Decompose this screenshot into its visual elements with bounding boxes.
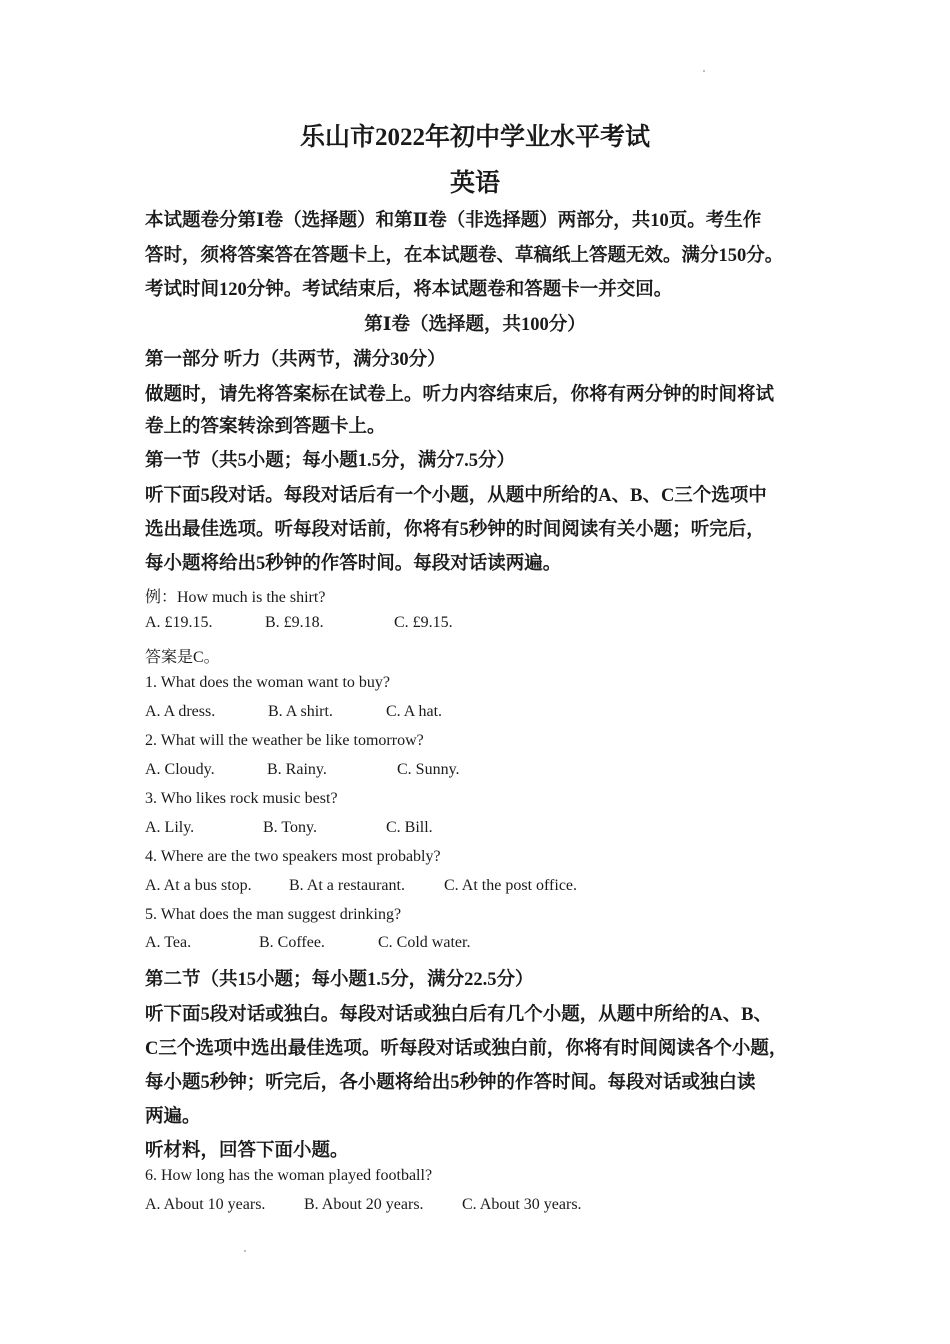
volume-heading: 第Ⅰ卷（选择题，共100分） bbox=[364, 315, 586, 335]
example-option-c: C. £9.15. bbox=[394, 614, 453, 631]
section2-instruction: 听下面5段对话或独白。每段对话或独白后有几个小题，从题中所给的A、B、 bbox=[145, 1005, 772, 1025]
example-option-b: B. £9.18. bbox=[265, 614, 324, 631]
q2-option-a: A. Cloudy. bbox=[145, 761, 215, 778]
section1-instruction: 选出最佳选项。听每段对话前，你将有5秒钟的时间阅读有关小题；听完后， bbox=[145, 520, 765, 540]
q4-option-c: C. At the post office. bbox=[444, 877, 578, 894]
q6-option-b: B. About 20 years. bbox=[304, 1196, 424, 1213]
section2-heading: 第二节（共15小题；每小题1.5分，满分22.5分） bbox=[145, 970, 534, 990]
q4-option-a: A. At a bus stop. bbox=[145, 877, 252, 894]
question-3: 3. Who likes rock music best? bbox=[145, 790, 338, 807]
question-4: 4. Where are the two speakers most probably? bbox=[145, 848, 441, 865]
q3-option-a: A. Lily. bbox=[145, 819, 195, 836]
q1-option-a: A. A dress. bbox=[145, 703, 216, 720]
example-option-a: A. £19.15. bbox=[145, 614, 213, 631]
question-1: 1. What does the woman want to buy? bbox=[145, 674, 390, 691]
material-prompt: 听材料，回答下面小题。 bbox=[145, 1141, 349, 1161]
section1-instruction: 听下面5段对话。每段对话后有一个小题，从题中所给的A、B、C三个选项中 bbox=[145, 486, 767, 506]
section1-instruction: 每小题将给出5秒钟的作答时间。每段对话读两遍。 bbox=[145, 554, 562, 574]
q6-option-c: C. About 30 years. bbox=[462, 1196, 582, 1213]
section1-heading: 第一节（共5小题；每小题1.5分，满分7.5分） bbox=[145, 451, 516, 471]
part1-instruction: 做题时，请先将答案标在试卷上。听力内容结束后，你将有两分钟的时间将试 bbox=[145, 385, 775, 405]
scan-dot bbox=[244, 1250, 246, 1252]
q2-option-c: C. Sunny. bbox=[397, 761, 460, 778]
q3-option-c: C. Bill. bbox=[386, 819, 433, 836]
question-6: 6. How long has the woman played football? bbox=[145, 1167, 433, 1184]
intro-line: 本试题卷分第Ⅰ卷（选择题）和第Ⅱ卷（非选择题）两部分，共10页。考生作 bbox=[145, 211, 762, 231]
scan-dot bbox=[703, 70, 705, 72]
question-2: 2. What will the weather be like tomorrow? bbox=[145, 732, 424, 749]
intro-line: 考试时间120分钟。考试结束后，将本试题卷和答题卡一并交回。 bbox=[145, 280, 673, 300]
section2-instruction: 每小题5秒钟；听完后，各小题将给出5秒钟的作答时间。每段对话或独白读 bbox=[145, 1073, 756, 1093]
exam-title: 乐山市2022年初中学业水平考试 bbox=[299, 124, 650, 151]
q1-option-b: B. A shirt. bbox=[268, 703, 333, 720]
example-question: 例：How much is the shirt? bbox=[145, 589, 326, 606]
q5-option-b: B. Coffee. bbox=[259, 934, 325, 951]
q5-option-c: C. Cold water. bbox=[378, 934, 471, 951]
intro-line: 答时，须将答案答在答题卡上，在本试题卷、草稿纸上答题无效。满分150分。 bbox=[145, 246, 784, 266]
example-answer: 答案是C。 bbox=[145, 649, 220, 666]
q3-option-b: B. Tony. bbox=[263, 819, 317, 836]
subject-title: 英语 bbox=[449, 170, 500, 197]
q4-option-b: B. At a restaurant. bbox=[289, 877, 405, 894]
q6-option-a: A. About 10 years. bbox=[145, 1196, 266, 1213]
section2-instruction: 两遍。 bbox=[145, 1107, 201, 1127]
q2-option-b: B. Rainy. bbox=[267, 761, 327, 778]
q1-option-c: C. A hat. bbox=[386, 703, 443, 720]
part1-instruction: 卷上的答案转涂到答题卡上。 bbox=[145, 417, 386, 437]
q5-option-a: A. Tea. bbox=[145, 934, 192, 951]
question-5: 5. What does the man suggest drinking? bbox=[145, 906, 402, 923]
part1-heading: 第一部分 听力（共两节，满分30分） bbox=[145, 350, 446, 370]
section2-instruction: C三个选项中选出最佳选项。听每段对话或独白前，你将有时间阅读各个小题， bbox=[145, 1039, 788, 1059]
